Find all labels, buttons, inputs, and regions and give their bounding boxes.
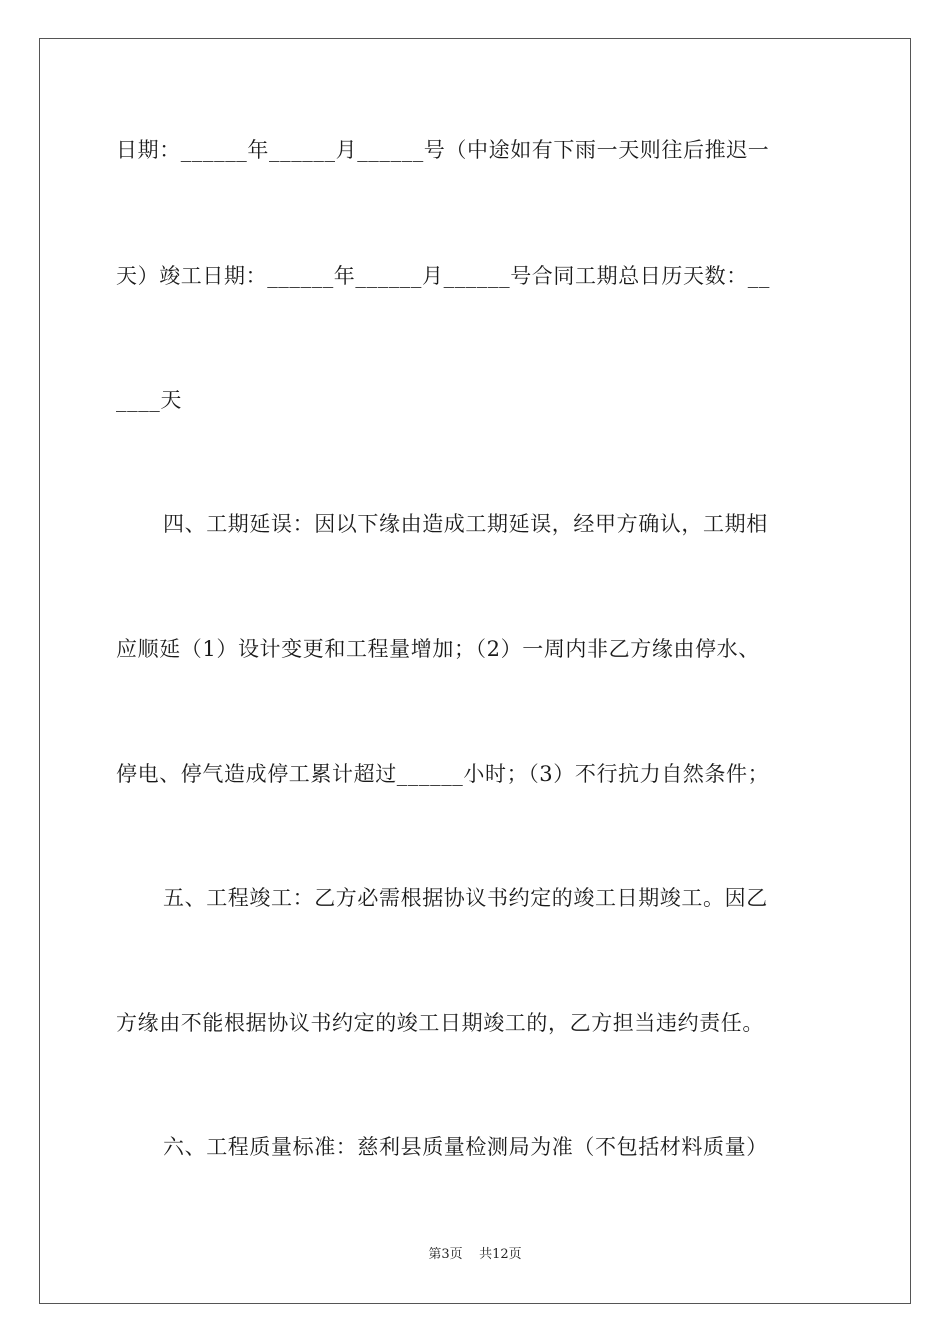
page-border [39, 38, 911, 1304]
text-line-6: 停电、停气造成停工累计超过______小时；（3）不行抗力自然条件； [116, 762, 770, 786]
page-total: 共12页 [479, 1247, 522, 1262]
paragraph-six-start: 六、工程质量标准：慈利县质量检测局为准（不包括材料质量） [163, 1135, 768, 1159]
page-number: 第3页 [428, 1247, 463, 1262]
text-line-2: 天）竣工日期：______年______月______号合同工期总日历天数：__ [116, 264, 770, 288]
text-line-1: 日期：______年______月______号（中途如有下雨一天则往后推迟一 [116, 138, 770, 162]
page-footer [0, 1246, 950, 1264]
paragraph-four-start: 四、工期延误：因以下缘由造成工期延误，经甲方确认，工期相 [163, 512, 768, 536]
paragraph-five-start: 五、工程竣工：乙方必需根据协议书约定的竣工日期竣工。因乙 [163, 886, 768, 910]
text-line-3: ____天 [116, 388, 182, 412]
text-line-8: 方缘由不能根据协议书约定的竣工日期竣工的，乙方担当违约责任。 [116, 1011, 764, 1035]
text-line-5: 应顺延（1）设计变更和工程量增加；（2）一周内非乙方缘由停水、 [116, 637, 760, 661]
